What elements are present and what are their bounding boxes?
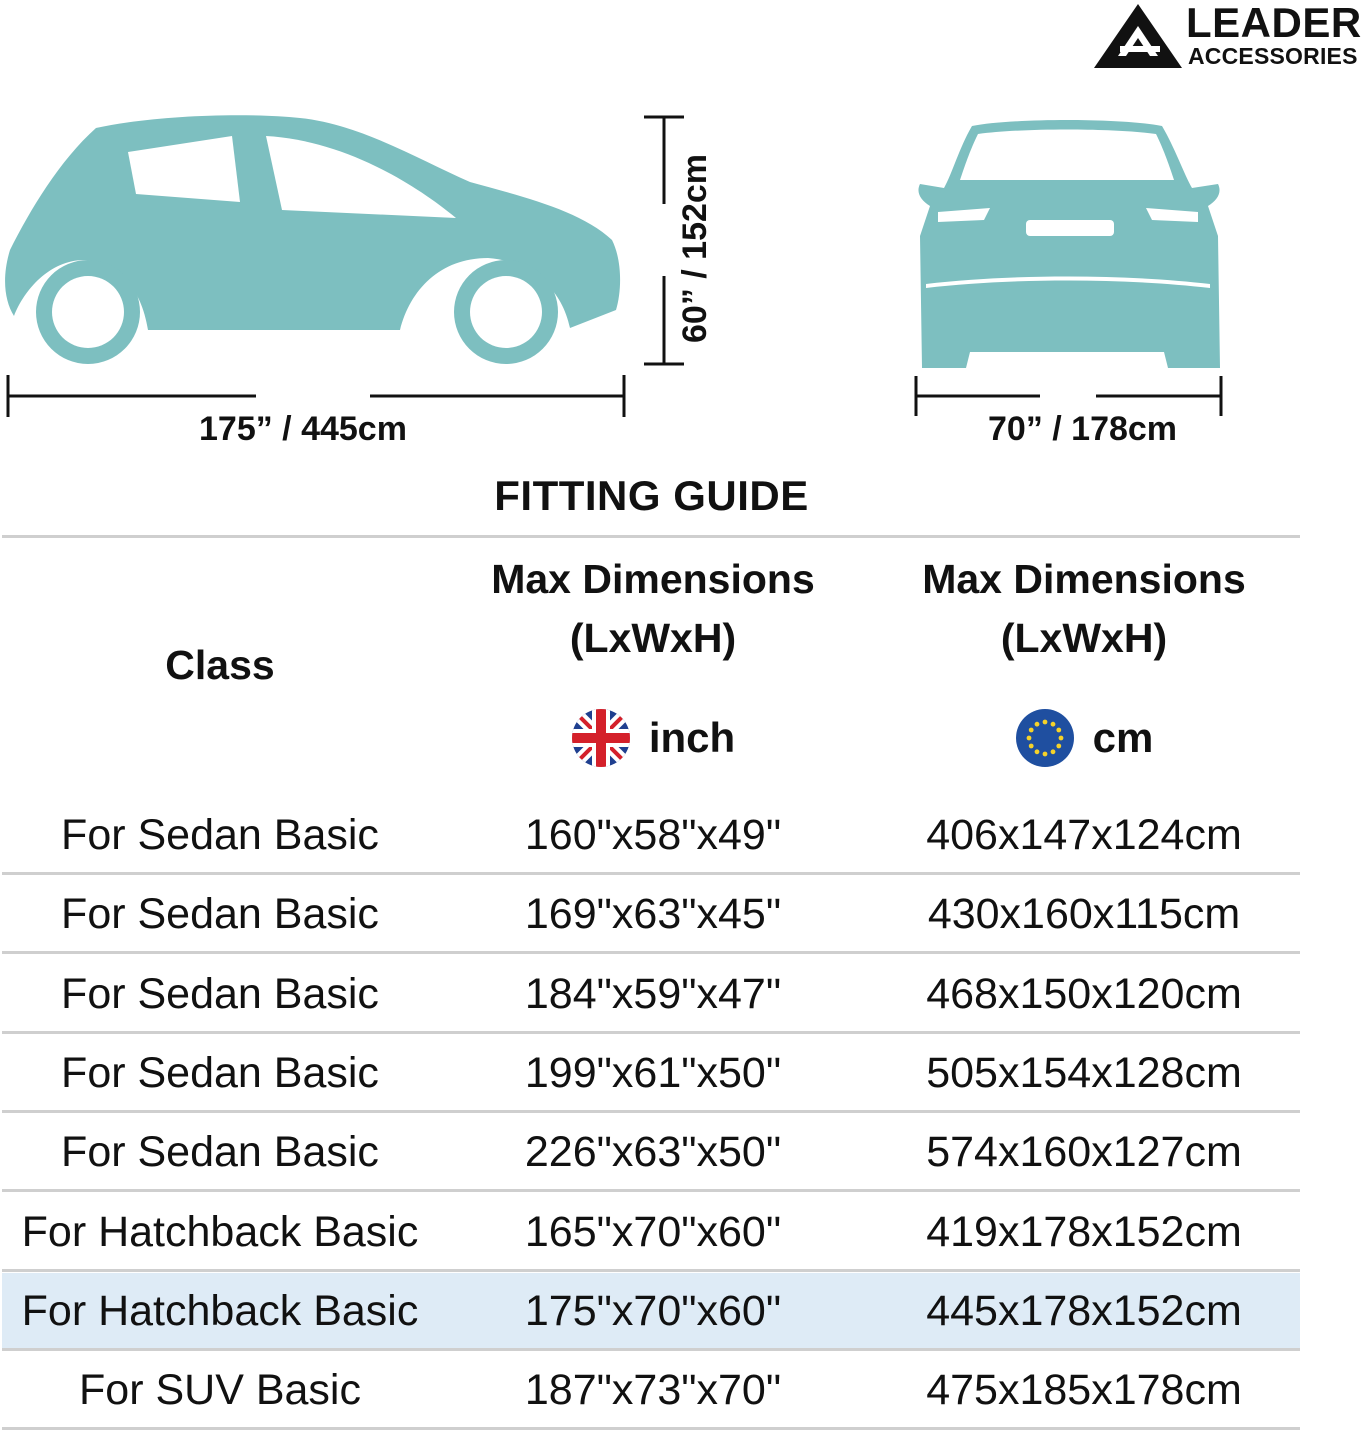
header-cm-line2: (LxWxH) — [1000, 615, 1168, 661]
table-row — [2, 1194, 1300, 1270]
row-divider — [2, 1189, 1300, 1192]
row-cm-cell: 430x160x115cm — [927, 890, 1241, 938]
table-row — [2, 1035, 1300, 1111]
row-inch-cell: 175"x70"x60" — [524, 1287, 782, 1335]
row-inch-cell: 199"x61"x50" — [524, 1049, 782, 1097]
row-class-cell: For Hatchback Basic — [21, 1208, 419, 1256]
row-divider — [2, 1110, 1300, 1113]
row-inch-cell: 187"x73"x70" — [524, 1366, 782, 1414]
row-inch-cell: 226"x63"x50" — [524, 1128, 782, 1176]
fitting-guide-title: FITTING GUIDE — [494, 472, 809, 519]
unit-cm — [868, 703, 1300, 773]
row-cm-cell: 468x150x120cm — [926, 970, 1242, 1018]
row-cm-cell: 419x178x152cm — [926, 1208, 1242, 1256]
height-label: 60” / 152cm — [676, 153, 714, 343]
eu-flag-icon — [1015, 708, 1075, 768]
table-row — [2, 1273, 1300, 1349]
row-cm-cell: 505x154x128cm — [926, 1049, 1242, 1097]
unit-inch — [438, 703, 868, 773]
row-inch-cell: 165"x70"x60" — [524, 1208, 782, 1256]
row-divider — [2, 1348, 1300, 1351]
width-label: 70” / 178cm — [988, 410, 1178, 448]
length-label: 175” / 445cm — [199, 410, 407, 448]
row-inch-cell: 160"x58"x49" — [524, 811, 782, 859]
brand-logo — [1094, 2, 1362, 68]
table-row — [2, 1114, 1300, 1190]
row-cm-cell: 406x147x124cm — [926, 811, 1242, 859]
header-class: Class — [165, 642, 275, 688]
leader-logo-icon — [1094, 4, 1184, 68]
row-divider — [2, 872, 1300, 875]
unit-cm-label: cm — [1092, 714, 1154, 761]
row-class-cell: For SUV Basic — [79, 1366, 361, 1414]
uk-flag-icon — [571, 708, 631, 768]
row-cm-cell: 574x160x127cm — [926, 1128, 1242, 1176]
brand-name: LEADER — [1186, 0, 1362, 46]
row-class-cell: For Sedan Basic — [61, 890, 379, 938]
header-inch-line1: Max Dimensions — [491, 556, 815, 602]
row-inch-cell: 169"x63"x45" — [524, 890, 782, 938]
row-class-cell: For Sedan Basic — [61, 1128, 379, 1176]
car-rear-icon — [912, 116, 1224, 372]
table-row — [2, 876, 1300, 952]
header-inch-line2: (LxWxH) — [569, 615, 737, 661]
row-divider — [2, 1427, 1300, 1430]
row-divider — [2, 1269, 1300, 1272]
row-inch-cell: 184"x59"x47" — [524, 970, 782, 1018]
row-class-cell: For Sedan Basic — [61, 811, 379, 859]
header-cm-line1: Max Dimensions — [922, 556, 1246, 602]
table-row — [2, 797, 1300, 873]
row-cm-cell: 445x178x152cm — [926, 1287, 1242, 1335]
table-row — [2, 956, 1300, 1032]
table-top-rule — [2, 535, 1300, 538]
row-cm-cell: 475x185x178cm — [926, 1366, 1242, 1414]
unit-inch-label: inch — [648, 714, 736, 761]
table-row — [2, 1352, 1300, 1428]
row-class-cell: For Hatchback Basic — [21, 1287, 419, 1335]
brand-subtitle: ACCESSORIES — [1188, 43, 1358, 69]
row-class-cell: For Sedan Basic — [61, 1049, 379, 1097]
row-divider — [2, 1031, 1300, 1034]
row-divider — [2, 951, 1300, 954]
row-class-cell: For Sedan Basic — [61, 970, 379, 1018]
